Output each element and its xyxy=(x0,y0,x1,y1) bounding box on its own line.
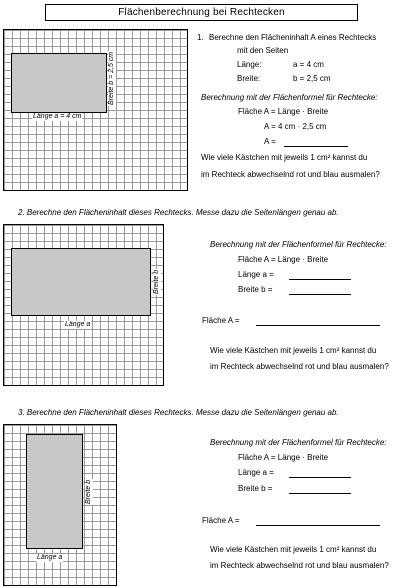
task1-breite-value: b = 2,5 cm xyxy=(293,74,331,83)
task1-formula: Fläche A = Länge · Breite xyxy=(238,107,329,116)
task1-calc: A = 4 cm · 2,5 cm xyxy=(264,122,327,131)
task3-formula-heading: Berechnung mit der Flächenformel für Rechtecke: xyxy=(210,438,387,447)
task3-heading: 3. Berechne den Flächeninhalt dieses Rechtecks. Messe dazu die Seitenlängen genau ab. xyxy=(18,408,339,417)
task1-intro-line2: mit den Seiten xyxy=(237,46,289,55)
task2-flaeche-blank[interactable] xyxy=(256,325,380,326)
task2-laenge-blank[interactable] xyxy=(289,279,351,280)
task2-rectangle xyxy=(11,248,151,316)
task1-rectangle xyxy=(11,53,107,113)
task2-heading: 2. Berechne den Flächeninhalt dieses Rechtecks. Messe dazu die Seitenlängen genau ab. xyxy=(18,208,339,217)
task1-formula-heading: Berechnung mit der Flächenformel für Rechtecke: xyxy=(201,93,378,102)
task1-width-label: Breite b = 2,5 cm xyxy=(108,51,115,105)
task2-width-label: Breite b xyxy=(153,269,160,294)
task1-length-label: Länge a = 4 cm xyxy=(33,113,82,120)
task2-length-label: Länge a xyxy=(65,321,91,328)
task2-laenge: Länge a = xyxy=(238,270,274,279)
task3-question-line1: Wie viele Kästchen mit jeweils 1 cm² kannst du xyxy=(210,545,377,554)
task3-laenge-blank[interactable] xyxy=(289,477,351,478)
task3-question-line2: im Rechteck abwechselnd rot und blau ausmalen? xyxy=(210,561,389,570)
task3-formula: Fläche A = Länge · Breite xyxy=(238,453,329,462)
task1-number: 1. xyxy=(197,33,204,42)
task3-breite: Breite b = xyxy=(238,484,273,493)
task2-breite: Breite b = xyxy=(238,285,273,294)
task1-question-line2: im Rechteck abwechselnd rot und blau ausmalen? xyxy=(201,170,380,179)
task3-flaeche-blank[interactable] xyxy=(256,525,380,526)
task1-intro-line1: Berechne den Flächeninhalt A eines Rechtecks xyxy=(209,33,377,42)
worksheet-title: Flächenberechnung bei Rechtecken xyxy=(45,4,358,21)
task1-laenge-label: Länge: xyxy=(237,60,262,69)
task2-formula-heading: Berechnung mit der Flächenformel für Rechtecke: xyxy=(210,240,387,249)
task1-question-line1: Wie viele Kästchen mit jeweils 1 cm² kannst du xyxy=(201,153,368,162)
task1-result-blank[interactable] xyxy=(284,146,348,147)
task1-laenge-value: a = 4 cm xyxy=(293,60,324,69)
task1-breite-label: Breite: xyxy=(237,74,261,83)
task2-question-line1: Wie viele Kästchen mit jeweils 1 cm² kannst du xyxy=(210,346,377,355)
task3-length-label: Länge a xyxy=(37,554,63,561)
task3-width-label: Breite b xyxy=(85,479,92,504)
task1-result-label: A = xyxy=(264,137,276,146)
task3-flaeche: Fläche A = xyxy=(202,516,240,525)
task3-rectangle xyxy=(26,434,83,549)
task2-question-line2: im Rechteck abwechselnd rot und blau ausmalen? xyxy=(210,362,389,371)
task3-laenge: Länge a = xyxy=(238,468,274,477)
task2-formula: Fläche A = Länge · Breite xyxy=(238,255,329,264)
task3-breite-blank[interactable] xyxy=(289,493,351,494)
task2-breite-blank[interactable] xyxy=(289,294,351,295)
task2-flaeche: Fläche A = xyxy=(202,316,240,325)
